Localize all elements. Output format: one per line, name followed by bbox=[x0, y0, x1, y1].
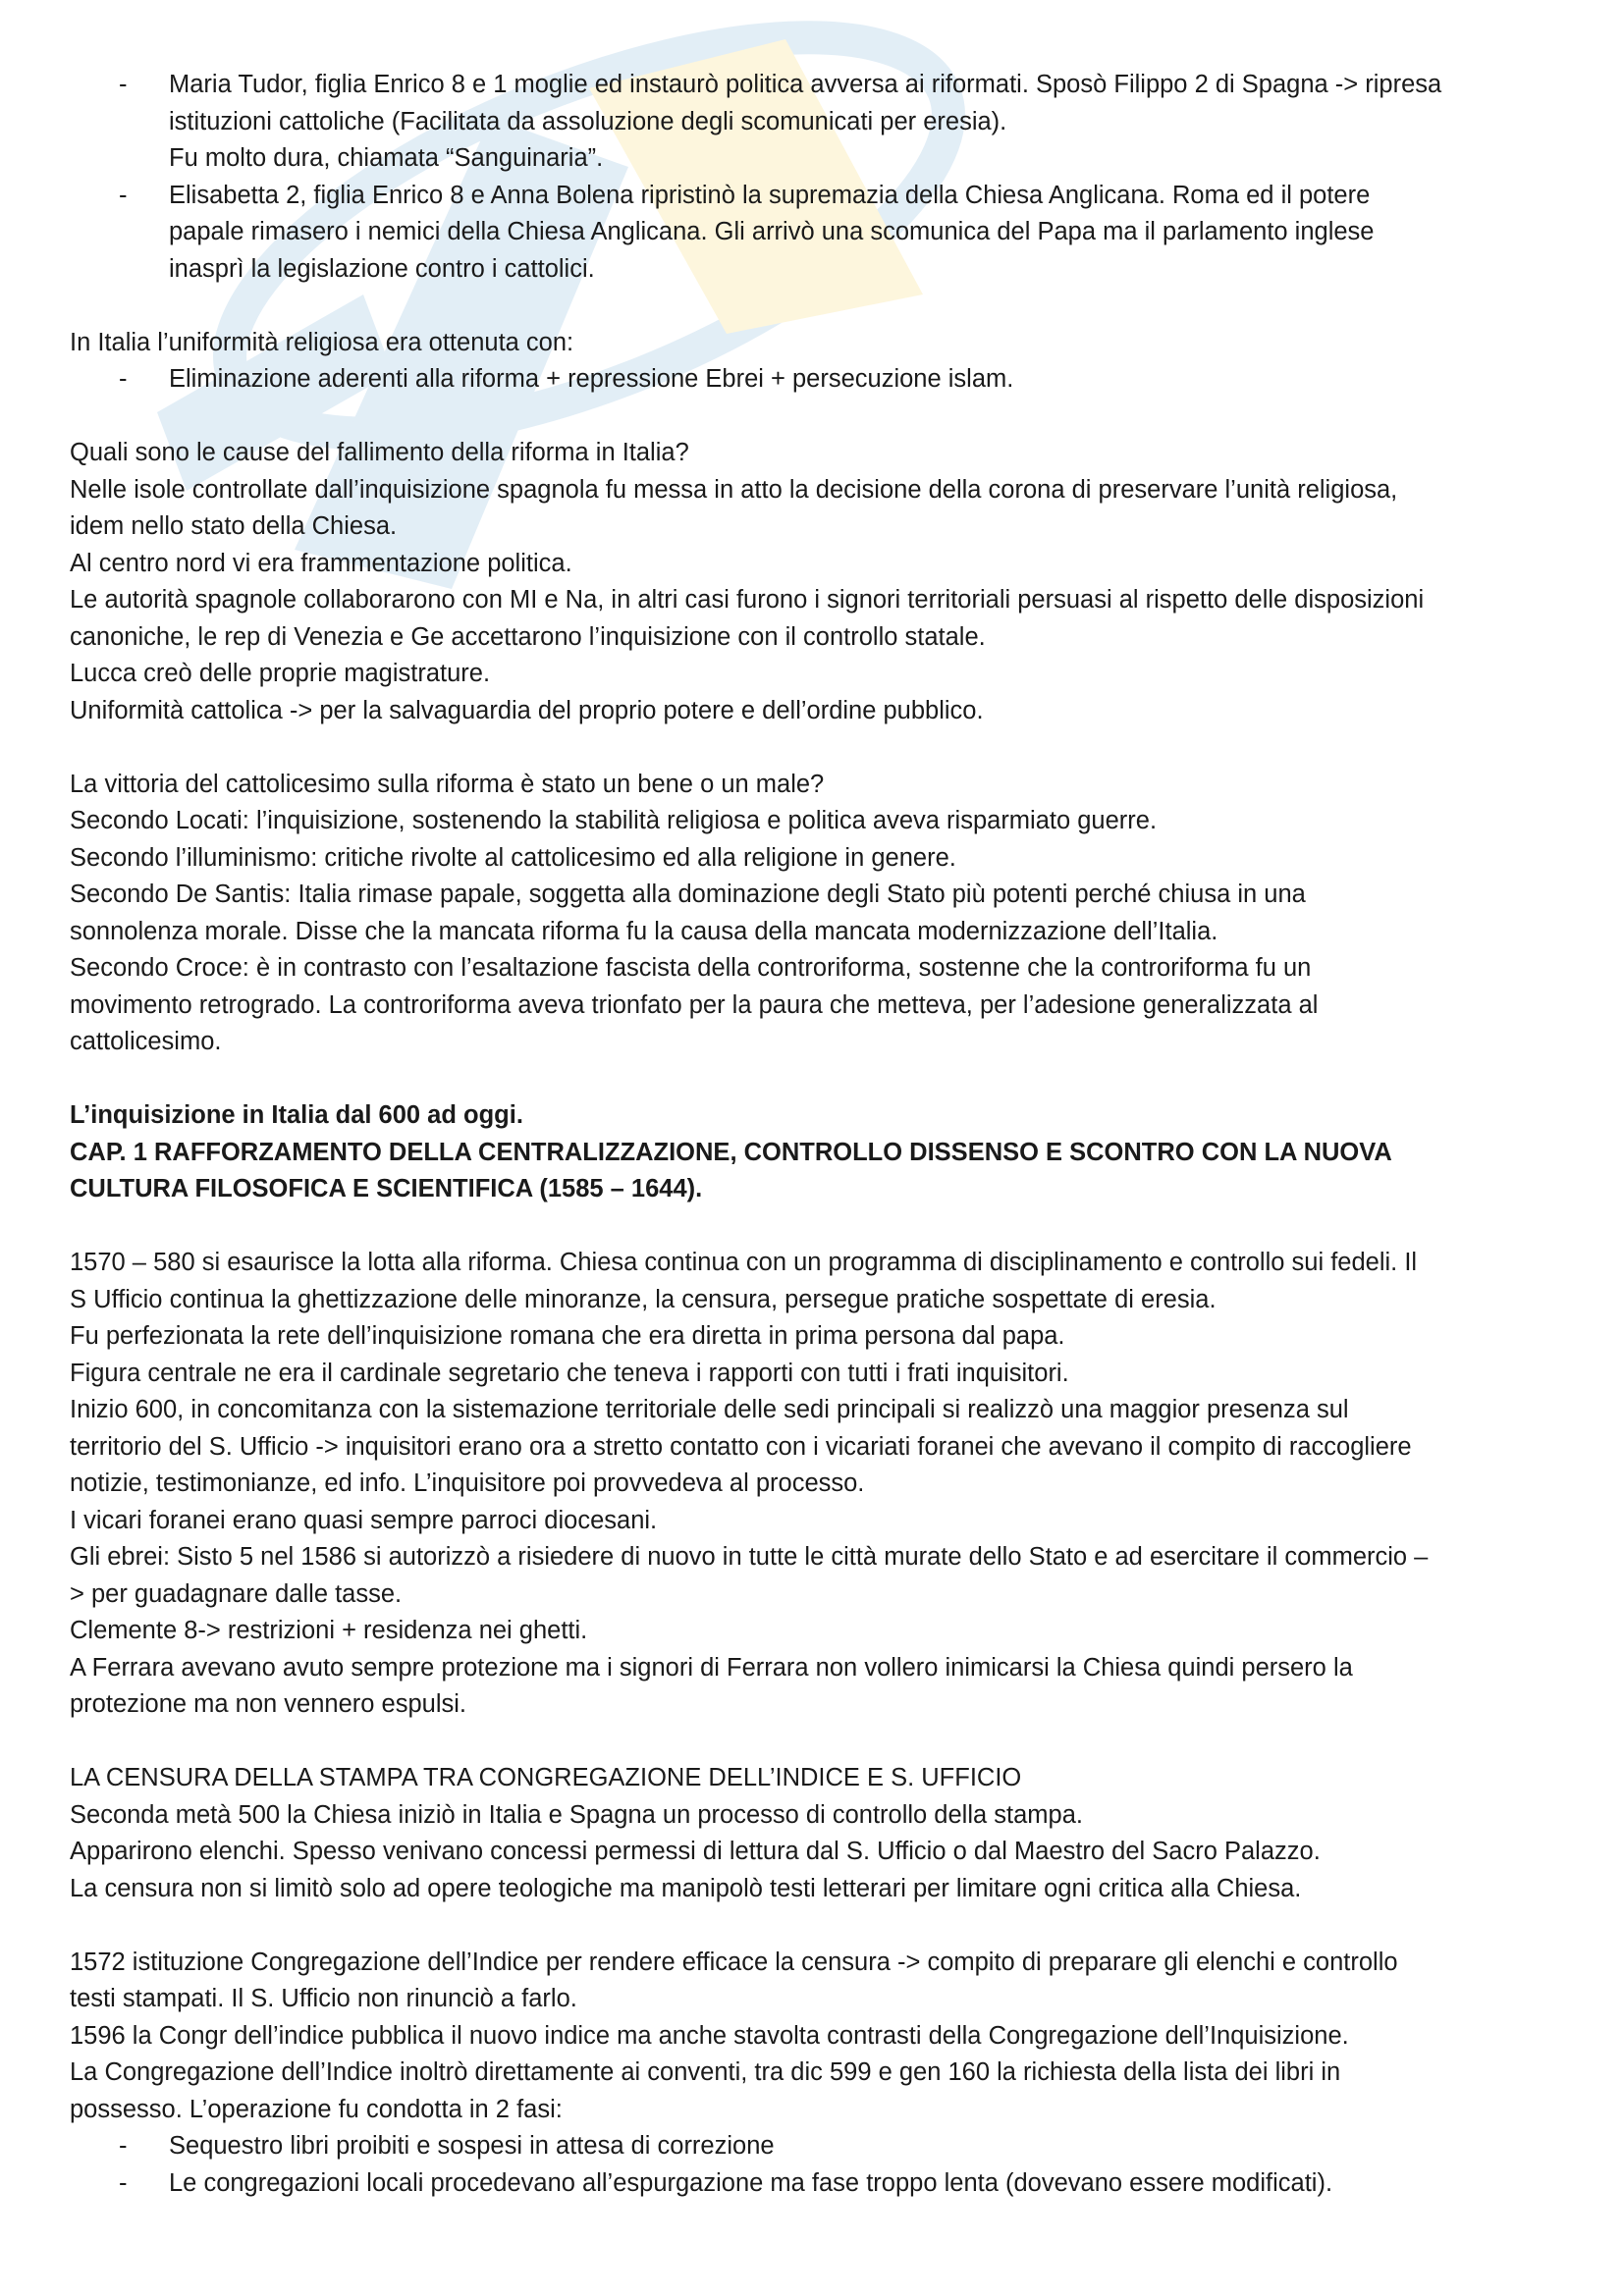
paragraph-line: La Congregazione dell’Indice inoltrò direttamente ai conventi, tra dic 599 e gen 160 la richiesta della lista dei libri in bbox=[70, 2058, 1341, 2086]
bullet-line: Elisabetta 2, figlia Enrico 8 e Anna Bolena ripristinò la supremazia della Chiesa Anglicana. Roma ed il potere bbox=[169, 181, 1371, 209]
paragraph-line: Al centro nord vi era frammentazione politica. bbox=[70, 549, 572, 577]
paragraph-line: Secondo Locati: l’inquisizione, sostenendo la stabilità religiosa e politica aveva risparmiato guerre. bbox=[70, 807, 1158, 834]
list-item bbox=[70, 361, 1562, 399]
paragraph-line: In Italia l’uniformità religiosa era ottenuta con: bbox=[70, 328, 574, 356]
paragraph-line: Gli ebrei: Sisto 5 nel 1586 si autorizzò a risiedere di nuovo in tutte le città murate dello Stato e ad esercitare il commercio – bbox=[70, 1543, 1429, 1571]
paragraph-line: canoniche, le rep di Venezia e Ge accettarono l’inquisizione con il controllo statale. bbox=[70, 622, 986, 651]
bullet-list-top bbox=[70, 67, 1562, 288]
paragraph-line: Secondo l’illuminismo: critiche rivolte al cattolicesimo ed alla religione in genere. bbox=[70, 843, 956, 872]
paragraph-cap1 bbox=[70, 1245, 1562, 1724]
list-item bbox=[70, 2128, 1562, 2165]
paragraph-congregazione bbox=[70, 1945, 1562, 2129]
document-page bbox=[70, 67, 1562, 2202]
paragraph-line: I vicari foranei erano quasi sempre parroci diocesani. bbox=[70, 1506, 658, 1534]
bullet-line: Sequestro libri proibiti e sospesi in attesa di correzione bbox=[169, 2132, 775, 2160]
bullet-list-italia bbox=[70, 361, 1562, 399]
bullet-line: Maria Tudor, figlia Enrico 8 e 1 moglie ed instaurò politica avversa ai riformati. Sposò Filippo 2 di Spagna -> ripresa bbox=[169, 71, 1442, 98]
paragraph-line: Uniformità cattolica -> per la salvaguardia del proprio potere e dell’ordine pubblico. bbox=[70, 696, 984, 724]
bullet-line: Fu molto dura, chiamata “Sanguinaria”. bbox=[169, 144, 604, 172]
paragraph-line: movimento retrogrado. La controriforma aveva trionfato per la paura che metteva, per l’adesione generalizzata al bbox=[70, 990, 1319, 1019]
bullet-line: Eliminazione aderenti alla riforma + repressione Ebrei + persecuzione islam. bbox=[169, 365, 1014, 393]
bullet-dash: - bbox=[119, 71, 128, 98]
subheading-line: LA CENSURA DELLA STAMPA TRA CONGREGAZIONE DELL’INDICE E S. UFFICIO bbox=[70, 1764, 1022, 1791]
paragraph-line: La censura non si limitò solo ad opere teologiche ma manipolò testi letterari per limitare ogni critica alla Chiesa. bbox=[70, 1874, 1302, 1902]
paragraph-line: testi stampati. Il S. Ufficio non rinunciò a farlo. bbox=[70, 1985, 577, 2012]
bullet-line: papale rimasero i nemici della Chiesa Anglicana. Gli arrivò una scomunica del Papa ma il parlamento inglese bbox=[169, 218, 1375, 245]
list-item bbox=[70, 178, 1562, 289]
paragraph-line: A Ferrara avevano avuto sempre protezione ma i signori di Ferrara non vollero inimicarsi la Chiesa quindi persero la bbox=[70, 1653, 1353, 1682]
list-item bbox=[70, 2165, 1562, 2203]
paragraph-line: Secondo De Santis: Italia rimase papale, soggetta alla dominazione degli Stato più potenti perché chiusa in una bbox=[70, 881, 1306, 908]
list-item bbox=[70, 67, 1562, 178]
paragraph-line: Clemente 8-> restrizioni + residenza nei ghetti. bbox=[70, 1617, 588, 1644]
paragraph-vittoria bbox=[70, 767, 1562, 1061]
paragraph-line: Fu perfezionata la rete dell’inquisizione romana che era diretta in prima persona dal papa. bbox=[70, 1322, 1065, 1350]
bullet-line: Le congregazioni locali procedevano all’espurgazione ma fase troppo lenta (dovevano essere modificati). bbox=[169, 2168, 1333, 2197]
paragraph-line: idem nello stato della Chiesa. bbox=[70, 512, 398, 540]
bullet-dash: - bbox=[119, 2132, 128, 2160]
paragraph-line: possesso. L’operazione fu condotta in 2 fasi: bbox=[70, 2095, 563, 2123]
paragraph-line: Figura centrale ne era il cardinale segretario che teneva i rapporti con tutti i frati inquisitori. bbox=[70, 1359, 1069, 1387]
paragraph-line: 1572 istituzione Congregazione dell’Indice per rendere efficace la censura -> compito di preparare gli elenchi e controllo bbox=[70, 1948, 1398, 1976]
heading-line: L’inquisizione in Italia dal 600 ad oggi. bbox=[70, 1101, 523, 1129]
paragraph-line: Nelle isole controllate dall’inquisizione spagnola fu messa in atto la decisione della corona di preservare l’unità religiosa, bbox=[70, 475, 1398, 504]
paragraph-line: > per guadagnare dalle tasse. bbox=[70, 1579, 403, 1608]
paragraph-line: sonnolenza morale. Disse che la mancata riforma fu la causa della mancata modernizzazione dell’Italia. bbox=[70, 917, 1218, 945]
bullet-list-bottom bbox=[70, 2128, 1562, 2202]
paragraph-line: Apparirono elenchi. Spesso venivano concessi permessi di lettura dal S. Ufficio o dal Maestro del Sacro Palazzo. bbox=[70, 1838, 1321, 1865]
paragraph-line: La vittoria del cattolicesimo sulla riforma è stato un bene o un male? bbox=[70, 770, 825, 798]
heading-line: CAP. 1 RAFFORZAMENTO DELLA CENTRALIZZAZIONE, CONTROLLO DISSENSO E SCONTRO CON LA NUOVA bbox=[70, 1138, 1392, 1166]
paragraph-line: Lucca creò delle proprie magistrature. bbox=[70, 660, 491, 687]
paragraph-line: Secondo Croce: è in contrasto con l’esaltazione fascista della controriforma, sostenne che la controriforma fu un bbox=[70, 954, 1312, 982]
paragraph-line: Seconda metà 500 la Chiesa iniziò in Italia e Spagna un processo di controllo della stampa. bbox=[70, 1800, 1083, 1829]
paragraph-cause bbox=[70, 435, 1562, 729]
paragraph-line: notizie, testimonianze, ed info. L’inquisitore poi provvedeva al processo. bbox=[70, 1469, 865, 1497]
paragraph-line: territorio del S. Ufficio -> inquisitori erano ora a stretto contatto con i vicariati foranei che avevano il compito di raccogliere bbox=[70, 1432, 1412, 1461]
heading-line: CULTURA FILOSOFICA E SCIENTIFICA (1585 – 1644). bbox=[70, 1175, 703, 1202]
paragraph-line: Le autorità spagnole collaborarono con MI e Na, in altri casi furono i signori territoriali persuasi al rispetto delle disposizioni bbox=[70, 586, 1425, 614]
bullet-dash: - bbox=[119, 181, 128, 209]
section-heading bbox=[70, 1097, 1562, 1208]
paragraph-censura bbox=[70, 1760, 1562, 1907]
paragraph-line: Inizio 600, in concomitanza con la sistemazione territoriale delle sedi principali si realizzò una maggior presenza sul bbox=[70, 1396, 1349, 1423]
paragraph-line: 1570 – 580 si esaurisce la lotta alla riforma. Chiesa continua con un programma di disciplinamento e controllo sui fedeli. Il bbox=[70, 1249, 1418, 1276]
bullet-line: istituzioni cattoliche (Facilitata da assoluzione degli scomunicati per eresia). bbox=[169, 107, 1007, 135]
paragraph-line: 1596 la Congr dell’indice pubblica il nuovo indice ma anche stavolta contrasti della Congregazione dell’Inquisizione. bbox=[70, 2021, 1349, 2050]
paragraph-line: Quali sono le cause del fallimento della riforma in Italia? bbox=[70, 439, 689, 466]
paragraph-line: protezione ma non vennero espulsi. bbox=[70, 1690, 467, 1718]
bullet-dash: - bbox=[119, 365, 128, 393]
bullet-line: inasprì la legislazione contro i cattolici. bbox=[169, 254, 595, 283]
bullet-dash: - bbox=[119, 2168, 128, 2197]
paragraph-line: S Ufficio continua la ghettizzazione delle minoranze, la censura, persegue pratiche sospettate di eresia. bbox=[70, 1285, 1217, 1313]
paragraph-line: cattolicesimo. bbox=[70, 1028, 222, 1055]
